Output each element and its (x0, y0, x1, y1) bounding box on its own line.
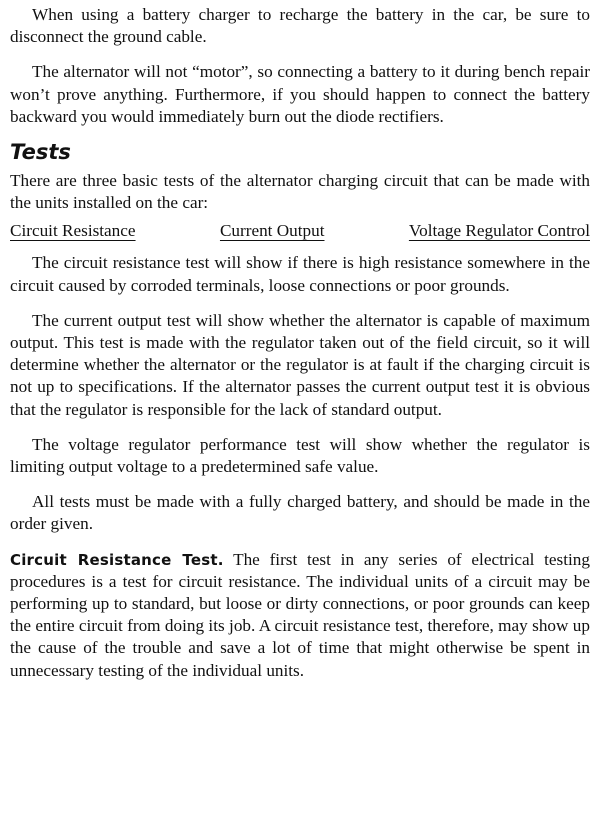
test-name-voltage-regulator-control: Voltage Regulator Control (408, 221, 590, 241)
paragraph-current-output: The current output test will show whether the alternator is capable of maximum output. This test is made with the regulator taken out of the field circuit, so it will determine whether the alternator or the regulator is at fault if the charging circuit is not up to specifications. If the alternator passes the current output test it is obvious that the regulator is responsible for the lack of standard output. (10, 310, 590, 419)
spacer (10, 536, 590, 549)
subsection-body: The first test in any series of electrical testing procedures is a test for circuit resistance. The individual units of a circuit may be performing up to standard, but loose or dirty connections, or poor grounds can keep the entire circuit from doing its job. A circuit resistance test, therefore, may show up the cause of the trouble and save a lot of time that might otherwise be spent in unnecessary testing of the individual units. (10, 549, 590, 680)
paragraph-circuit-resistance: The circuit resistance test will show if there is high resistance somewhere in the circuit caused by corroded terminals, loose connections or poor grounds. (10, 253, 590, 295)
paragraph-all-tests: All tests must be made with a fully charged battery, and should be made in the order given. (10, 492, 590, 534)
test-name-circuit-resistance: Circuit Resistance (10, 221, 136, 241)
run-in-heading: Circuit Resistance Test. (10, 550, 224, 569)
paragraph-voltage-regulator: The voltage regulator performance test will show whether the regulator is limiting output voltage to a predetermined safe value. (10, 434, 590, 477)
spacer (10, 297, 590, 310)
spacer (10, 478, 590, 491)
paragraph-tests-lead: There are three basic tests of the alternator charging circuit that can be made with the units installed on the car: (10, 171, 590, 213)
section-heading-tests: Tests (10, 140, 71, 165)
test-name-current-output: Current Output (219, 221, 325, 241)
test-names-row (10, 220, 590, 242)
spacer (10, 421, 590, 434)
spacer (10, 48, 590, 61)
document-page (10, 0, 590, 682)
paragraph-alternator-motor: The alternator will not “motor”, so connecting a battery to it during bench repair won’t prove anything. Furthermore, if you should happen to connect the battery backward you would immediately burn out the diode rectifiers. (10, 62, 590, 126)
paragraph-battery-charger: When using a battery charger to recharge the battery in the car, be sure to disconnect the ground cable. (10, 5, 590, 47)
paragraph-circuit-resistance-test (10, 549, 590, 682)
